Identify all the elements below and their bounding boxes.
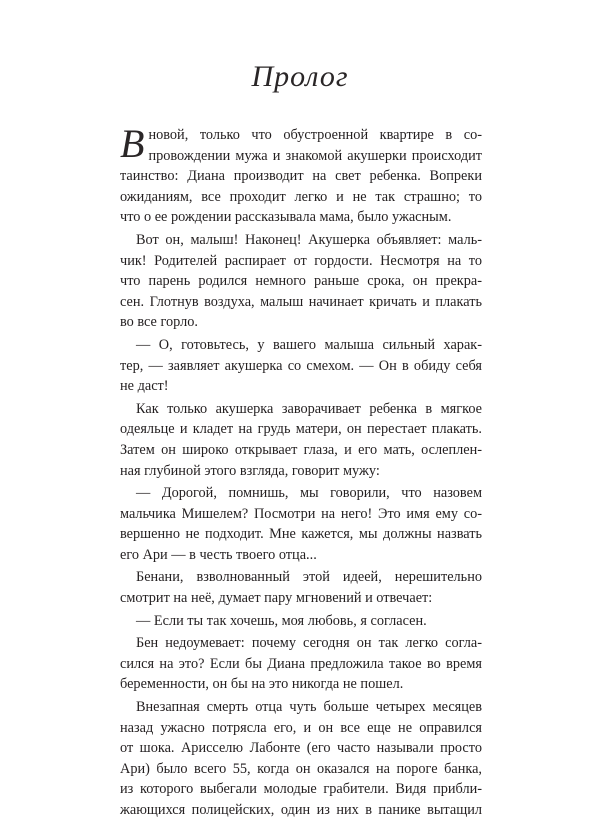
text-line: Бенани, взволнованный этой идеей, нерешительно — [136, 569, 482, 586]
paragraph — [120, 121, 482, 228]
text-line: Затем он широко открывает глаза, и его мать, ослеплен- — [120, 441, 482, 458]
text-line: провождении мужа и знакомой акушерки происходит — [148, 147, 482, 164]
text-line: одеяльце и кладет на грудь матери, он перестает плакать. — [120, 421, 482, 438]
text-line: таинство: Диана производит на свет ребенка. Вопреки — [120, 168, 482, 185]
text-line: — О, готовьтесь, у вашего малыша сильный харак- — [136, 336, 482, 353]
paragraph — [120, 611, 482, 632]
text-line: сился на это? Если бы Диана предложила такое во время — [120, 655, 482, 672]
text-line: — Дорогой, помнишь, мы говорили, что назовем — [136, 485, 482, 502]
paragraph — [120, 483, 482, 565]
text-line: что парень родился немного раньше срока, он прекра- — [120, 273, 482, 290]
text-line: Бен недоумевает: почему сегодня он так легко согла- — [136, 635, 482, 652]
text-line: что о ее рождении рассказывала мама, было ужасным. — [120, 209, 452, 226]
text-line: — Если ты так хочешь, моя любовь, я согласен. — [136, 612, 427, 629]
text-line: новой, только что обустроенной квартире в со- — [148, 127, 482, 143]
chapter-title: Пролог — [251, 60, 349, 93]
text-line: во все горло. — [120, 314, 198, 331]
text-line: вершенно не подходит. Мне кажется, мы должны назвать — [120, 526, 482, 543]
text-line: тер, — заявляет акушерка со смехом. — Он в обиду себя — [120, 357, 482, 374]
text-line: чик! Родителей распирает от гордости. Несмотря на то — [120, 252, 482, 269]
text-line: смотрит на неё, думает пару мгновений и отвечает: — [120, 590, 433, 607]
body-text — [120, 121, 482, 821]
text-line: Внезапная смерть отца чуть больше четырех месяцев — [136, 699, 482, 716]
text-line: беременности, он бы на это никогда не пошел. — [120, 676, 404, 693]
text-line: сен. Глотнув воздуха, малыш начинает кричать и плакать — [120, 293, 482, 310]
paragraph — [120, 399, 482, 481]
text-line: Ари) было всего 55, когда он оказался на пороге банка, — [120, 760, 482, 777]
text-line: жающихся полицейских, один из них в панике вытащил — [120, 802, 482, 818]
paragraph — [120, 697, 482, 821]
text-line: не даст! — [120, 378, 169, 395]
text-line: ная глубиной этого взгляда, говорит мужу: — [120, 462, 380, 479]
paragraph — [120, 230, 482, 333]
text-line: его Ари — в честь твоего отца... — [120, 546, 317, 563]
text-line: Вот он, малыш! Наконец! Акушерка объявляет: маль- — [136, 231, 482, 248]
text-line: назад ужасно потрясла его, и он все еще не оправился — [120, 719, 482, 736]
paragraph — [120, 335, 482, 397]
text-line: от шока. Арисселю Лабонте (его часто называли просто — [120, 740, 482, 757]
paragraph — [120, 633, 482, 695]
paragraph — [120, 567, 482, 608]
text-line: из которого выбегали молодые грабители. Видя прибли- — [120, 781, 482, 798]
text-line: ожиданиям, все проходит легко и не так страшно; то — [120, 188, 482, 205]
text-line: мальчика Мишелем? Посмотри на него! Это имя ему со- — [120, 505, 482, 522]
text-line: Как только акушерка заворачивает ребенка в мягкое — [136, 400, 482, 417]
drop-cap: В — [120, 121, 145, 166]
